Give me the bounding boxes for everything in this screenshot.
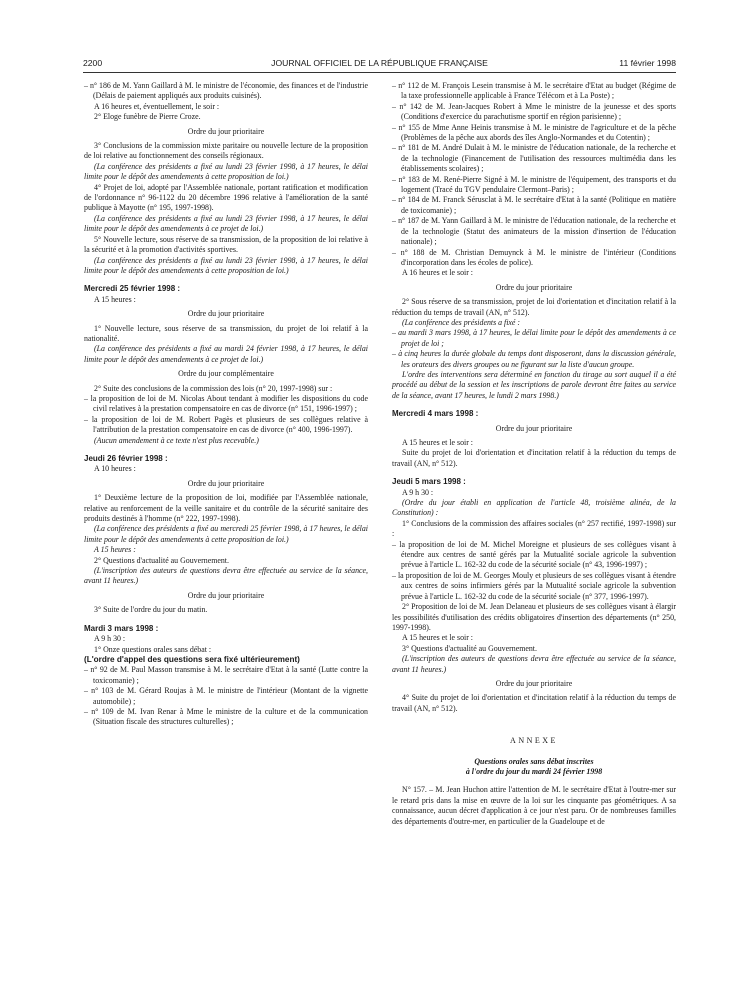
time-slot: A 15 heures et le soir : bbox=[402, 438, 473, 447]
question-item: – n° 103 de M. Gérard Roujas à M. le ministre de l'intérieur (Montant de la vignette automobile) ; bbox=[84, 686, 368, 706]
agenda-item: 5° Nouvelle lecture, sous réserve de sa transmission, de la proposition de loi relative à la sécurité et à la promotion d'activités sportives. bbox=[84, 234, 368, 255]
time-slot: A 15 heures : bbox=[94, 294, 136, 304]
amendment-note: (Aucun amendement à ce texte n'est plus recevable.) bbox=[94, 435, 259, 445]
question-item: – n° 92 de M. Paul Masson transmise à M. le secrétaire d'Etat à la santé (Lutte contre la toxicomanie) ; bbox=[84, 665, 368, 685]
issue-date: 11 février 1998 bbox=[619, 58, 676, 68]
day-heading: Mercredi 4 mars 1998 : bbox=[392, 409, 479, 419]
proposal-item: – la proposition de loi de M. Michel Moreigne et plusieurs de ses collègues visant à étendre aux centres de santé gérés par la Mutualité sociale agricole la subvention prévue à l'article L. 162-32 du code de la sécurité sociale (n° 43, 1996-1997) ; bbox=[392, 539, 676, 570]
agenda-item: 2° Eloge funèbre de Pierre Croze. bbox=[94, 112, 201, 122]
agenda-item: 4° Projet de loi, adopté par l'Assemblée nationale, portant ratification et modification de l'ordonnance n° 96-1122 du 20 décembre 1996 relative à l'amélioration de la santé publique à Mayotte (n° 195, 1997-1998). bbox=[84, 182, 368, 213]
question-item: – n° 188 de M. Christian Demuynck à M. le ministre de l'intérieur (Conditions d'incorporation dans les écoles de police). bbox=[392, 247, 676, 267]
proposal-item: – la proposition de loi de M. Robert Pagès et plusieurs de ses collègues relative à l'attribution de la prestation compensatoire en cas de divorce (n° 400, 1996-1997). bbox=[84, 414, 368, 435]
agenda-item: 2° Proposition de loi de M. Jean Delaneau et plusieurs de ses collègues visant à élargir les possibilités d'utilisation des crédits obligatoires d'insertion des départements (n° 250, 1997-1998). bbox=[392, 602, 676, 632]
deadline-note: (La conférence des présidents a fixé au mercredi 25 février 1998, à 17 heures, le délai limite pour le dépôt des amendements à cette proposition de loi.) bbox=[84, 524, 368, 544]
page-header bbox=[83, 58, 676, 72]
conference-note: (La conférence des présidents a fixé : bbox=[402, 317, 521, 327]
agenda-section-title: Ordre du jour complémentaire bbox=[178, 369, 274, 379]
agenda-item: 1° Deuxième lecture de la proposition de loi, modifiée par l'Assemblée nationale, relative au renforcement de la veille sanitaire et du contrôle de la sécurité sanitaire des produits destinés à l'homme (n° 222, 1997-1998). bbox=[84, 493, 368, 524]
time-slot: A 16 heures et, éventuellement, le soir : bbox=[94, 101, 220, 111]
constitution-note: (Ordre du jour établi en application de l'article 48, troisième alinéa, de la Constitution) : bbox=[392, 498, 676, 518]
question-item: – n° 183 de M. René-Pierre Signé à M. le ministre de l'équipement, des transports et du logement (Tracé du TGV pendulaire Clermont–Paris) ; bbox=[392, 174, 676, 195]
agenda-item: 4° Suite du projet de loi d'orientation et d'incitation relatif à la réduction du temps de travail (AN, n° 512). bbox=[392, 693, 676, 713]
agenda-section-title: Ordre du jour prioritaire bbox=[187, 126, 265, 136]
agenda-section-title: Ordre du jour prioritaire bbox=[187, 590, 265, 600]
questions-order-note: (L'ordre d'appel des questions sera fixé ultérieurement) bbox=[84, 654, 300, 664]
header-rule bbox=[83, 72, 676, 73]
registration-note: (L'inscription des auteurs de questions devra être effectuée au service de la séance, avant 11 heures.) bbox=[392, 654, 676, 674]
agenda-section-title: Ordre du jour prioritaire bbox=[495, 678, 573, 688]
agenda-item: Suite du projet de loi d'orientation et d'incitation relatif à la réduction du temps de travail (AN, n° 512). bbox=[392, 448, 676, 468]
question-item: – n° 181 de M. André Dulait à M. le ministre de l'éducation nationale, de la recherche et de la technologie (Financement de l'utilisation des ressources multimédia dans les établissements scolaires) ; bbox=[392, 143, 676, 174]
question-item: – n° 112 de M. François Lesein transmise à M. le secrétaire d'Etat au budget (Régime de la taxe professionnelle applicable à France Télécom et à La Poste) ; bbox=[392, 81, 676, 101]
question-item: – n° 186 de M. Yann Gaillard à M. le ministre de l'économie, des finances et de l'industrie (Délais de paiement appliqués aux produits cuisinés). bbox=[84, 81, 368, 101]
deadline-note: (La conférence des présidents a fixé au mardi 24 février 1998, à 17 heures, le délai limite pour le dépôt des amendements à ce projet de loi.) bbox=[84, 344, 368, 364]
agenda-section-title: Ordre du jour prioritaire bbox=[495, 282, 573, 292]
question-item: – n° 142 de M. Jean-Jacques Robert à Mme le ministre de la jeunesse et des sports (Conditions d'exercice du parachutisme sportif en région parisienne) ; bbox=[392, 101, 676, 122]
question-item: – n° 187 de M. Yann Gaillard à M. le ministre de l'éducation nationale, de la recherche et de la technologie (Statut des animateurs de la mission d'insertion de l'éducation nationale) ; bbox=[392, 216, 676, 247]
agenda-item: 2° Questions d'actualité au Gouvernement. bbox=[94, 555, 229, 565]
conference-note: L'ordre des interventions sera déterminé en fonction du tirage au sort auquel il a été procédé au début de la session et les inscriptions de parole devront être faites au service de la séance, avant 17 heures, le lundi 2 mars 1998.) bbox=[392, 369, 676, 400]
right-column bbox=[392, 81, 676, 827]
time-slot: A 9 h 30 : bbox=[94, 634, 126, 644]
deadline-note: (La conférence des présidents a fixé au lundi 23 février 1998, à 17 heures, le délai limite pour le dépôt des amendements à ce projet de loi.) bbox=[84, 213, 368, 234]
day-heading: Jeudi 5 mars 1998 : bbox=[392, 477, 466, 487]
annex-subtitle: à l'ordre du jour du mardi 24 février 1998 bbox=[465, 766, 603, 776]
registration-note: (L'inscription des auteurs de questions devra être effectuée au service de la séance, avant 11 heures.) bbox=[84, 566, 368, 586]
day-heading: Jeudi 26 février 1998 : bbox=[84, 454, 168, 463]
agenda-item: 3° Conclusions de la commission mixte paritaire ou nouvelle lecture de la proposition de loi relative au fonctionnement des conseils régionaux. bbox=[84, 141, 368, 161]
deadline-note: (La conférence des présidents a fixé au lundi 23 février 1998, à 17 heures, le délai limite pour le dépôt des amendements à cette proposition de loi.) bbox=[84, 161, 368, 182]
question-item: – n° 184 de M. Franck Sérusclat à M. le secrétaire d'Etat à la santé (Politique en matière de toxicomanie) ; bbox=[392, 195, 676, 215]
agenda-section-title: Ordre du jour prioritaire bbox=[495, 423, 573, 433]
time-slot: A 10 heures : bbox=[94, 464, 136, 474]
agenda-section-title: Ordre du jour prioritaire bbox=[187, 478, 265, 488]
question-item: – n° 155 de Mme Anne Heinis transmise à M. le ministre de l'agriculture et de la pêche (Problèmes de la pêche aux abords des îles Anglo-Normandes et du Cotentin) ; bbox=[392, 122, 676, 143]
time-slot: A 9 h 30 : bbox=[402, 487, 434, 497]
agenda-item: 1° Conclusions de la commission des affaires sociales (n° 257 rectifié, 1997-1998) sur : bbox=[392, 518, 676, 539]
time-slot: A 15 heures et le soir : bbox=[402, 633, 473, 643]
deadline-note: (La conférence des présidents a fixé au lundi 23 février 1998, à 17 heures, le délai limite pour le dépôt des amendements à cette proposition de loi.) bbox=[84, 255, 368, 275]
annex-heading: ANNEXE bbox=[510, 736, 558, 746]
conference-note-item: – à cinq heures la durée globale du temps dont disposeront, dans la discussion générale, les orateurs des divers groupes ou ne figurant sur la liste d'aucun groupe. bbox=[392, 349, 676, 369]
annex-title: Questions orales sans débat inscrites bbox=[474, 756, 594, 766]
agenda-section-title: Ordre du jour prioritaire bbox=[187, 309, 265, 319]
time-slot: A 15 heures : bbox=[94, 545, 136, 555]
agenda-item: 3° Suite de l'ordre du jour du matin. bbox=[94, 605, 208, 615]
left-column bbox=[84, 81, 368, 728]
journal-title: JOURNAL OFFICIEL DE LA RÉPUBLIQUE FRANÇAISE bbox=[271, 58, 488, 68]
agenda-item: 3° Questions d'actualité au Gouvernement. bbox=[402, 643, 537, 653]
proposal-item: – la proposition de loi de M. Nicolas About tendant à modifier les dispositions du code civil relatives à la prestation compensatoire en cas de divorce (n° 151, 1996-1997) ; bbox=[84, 393, 368, 414]
day-heading: Mercredi 25 février 1998 : bbox=[84, 284, 181, 294]
agenda-item: 1° Onze questions orales sans débat : bbox=[94, 644, 212, 654]
conference-note-item: – au mardi 3 mars 1998, à 17 heures, le délai limite pour le dépôt des amendements à ce projet de loi ; bbox=[392, 328, 676, 348]
agenda-item: 2° Suite des conclusions de la commission des lois (n° 20, 1997-1998) sur : bbox=[94, 383, 333, 393]
day-heading: Mardi 3 mars 1998 : bbox=[84, 623, 159, 633]
time-slot: A 16 heures et le soir : bbox=[402, 268, 473, 278]
agenda-item: 1° Nouvelle lecture, sous réserve de sa transmission, du projet de loi relatif à la nationalité. bbox=[84, 323, 368, 343]
question-item: – n° 109 de M. Ivan Renar à Mme le ministre de la culture et de la communication (Situation fiscale des structures culturelles) ; bbox=[84, 706, 368, 727]
question-text: N° 157. – M. Jean Huchon attire l'attention de M. le secrétaire d'Etat à l'outre-mer sur le retard pris dans la mise en œuvre de la loi sur les cinquante pas géométriques. A sa connaissance, aucun décret d'application à ce jour n'est paru. Or de nombreuses familles des départements d'outre-mer, en particulier de la Guadeloupe et de bbox=[392, 785, 676, 826]
agenda-item: 2° Sous réserve de sa transmission, projet de loi d'orientation et d'incitation relatif à la réduction du temps de travail (AN, n° 512). bbox=[392, 297, 676, 317]
page-number: 2200 bbox=[83, 58, 103, 68]
proposal-item: – la proposition de loi de M. Georges Mouly et plusieurs de ses collègues visant à étendre aux centres de soins infirmiers gérés par la Mutualité sociale agricole la subvention prévue à l'article L. 162-32 du code de la sécurité sociale (n° 377, 1996-1997). bbox=[392, 570, 676, 601]
